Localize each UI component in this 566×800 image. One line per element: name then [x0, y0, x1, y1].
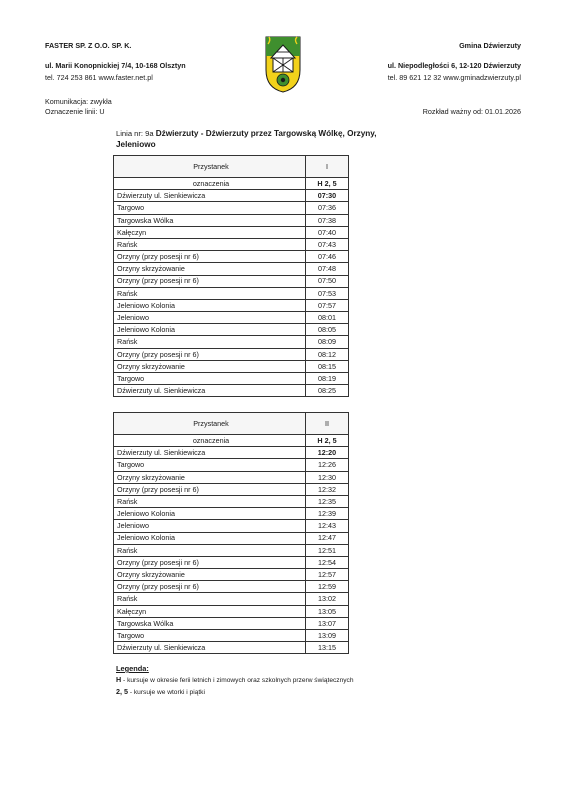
departure-time: 07:46 [306, 251, 349, 263]
stop-name: Rańsk [114, 495, 306, 507]
marks-value: H 2, 5 [306, 435, 349, 447]
table-row [114, 348, 349, 360]
table-row [114, 605, 349, 617]
departure-time: 07:43 [306, 238, 349, 250]
stop-name: Dźwierzuty ul. Sienkiewicza [114, 385, 306, 397]
line-title: Dźwierzuty - Dźwierzuty przez Targowską Wólkę, Orzyny, Jeleniowo [116, 129, 377, 149]
departure-time: 08:09 [306, 336, 349, 348]
stop-name: Orzyny (przy posesji nr 6) [114, 581, 306, 593]
table-row [114, 471, 349, 483]
operator-info [45, 42, 265, 82]
departure-time: 12:57 [306, 569, 349, 581]
legend-text: - kursuje w okresie ferii letnich i zimowych oraz szkolnych przerw świątecznych [121, 677, 354, 684]
header-course: II [306, 413, 349, 435]
table-row [114, 251, 349, 263]
departure-time: 08:01 [306, 312, 349, 324]
table-row [114, 299, 349, 311]
table-row [114, 569, 349, 581]
stop-name: Orzyny skrzyżowanie [114, 569, 306, 581]
marks-row [114, 178, 349, 190]
stop-name: Rańsk [114, 238, 306, 250]
stop-name: Orzyny (przy posesji nr 6) [114, 251, 306, 263]
table-row [114, 238, 349, 250]
timetable-course-1 [113, 155, 349, 397]
line-heading [116, 128, 416, 150]
line-number: Linia nr: 9a [116, 129, 154, 138]
departure-time: 13:07 [306, 617, 349, 629]
stop-name: Jeleniowo [114, 520, 306, 532]
departure-time: 07:36 [306, 202, 349, 214]
stop-name: Kałęczyn [114, 605, 306, 617]
legend [116, 663, 354, 698]
table-row [114, 642, 349, 654]
table-row [114, 593, 349, 605]
stop-name: Dźwierzuty ul. Sienkiewicza [114, 447, 306, 459]
table-row [114, 214, 349, 226]
stop-name: Orzyny (przy posesji nr 6) [114, 556, 306, 568]
stop-name: Rańsk [114, 287, 306, 299]
header-course: I [306, 156, 349, 178]
departure-time: 13:05 [306, 605, 349, 617]
header-stop: Przystanek [114, 413, 306, 435]
stop-name: Dźwierzuty ul. Sienkiewicza [114, 190, 306, 202]
valid-from: Rozkład ważny od: 01.01.2026 [422, 107, 521, 116]
departure-time: 07:48 [306, 263, 349, 275]
header-stop: Przystanek [114, 156, 306, 178]
stop-name: Orzyny (przy posesji nr 6) [114, 275, 306, 287]
table-row [114, 544, 349, 556]
departure-time: 12:20 [306, 447, 349, 459]
departure-time: 08:25 [306, 385, 349, 397]
stop-name: Kałęczyn [114, 226, 306, 238]
timetable-course-2 [113, 412, 349, 654]
marks-label: oznaczenia [114, 435, 306, 447]
stop-name: Orzyny skrzyżowanie [114, 471, 306, 483]
departure-time: 13:15 [306, 642, 349, 654]
stop-name: Orzyny skrzyżowanie [114, 263, 306, 275]
table-row [114, 495, 349, 507]
departure-time: 12:51 [306, 544, 349, 556]
operator-address: ul. Marii Konopnickiej 7/4, 10-168 Olsztyn [45, 61, 186, 71]
stop-name: Jeleniowo Kolonia [114, 324, 306, 336]
departure-time: 12:59 [306, 581, 349, 593]
departure-time: 12:43 [306, 520, 349, 532]
table-row [114, 385, 349, 397]
table-row [114, 312, 349, 324]
legend-title: Legenda: [116, 664, 149, 673]
marks-row [114, 435, 349, 447]
table-row [114, 532, 349, 544]
table-row [114, 202, 349, 214]
stop-name: Targowo [114, 373, 306, 385]
stop-name: Orzyny (przy posesji nr 6) [114, 483, 306, 495]
departure-time: 07:57 [306, 299, 349, 311]
table-row [114, 336, 349, 348]
departure-time: 12:30 [306, 471, 349, 483]
table-row [114, 360, 349, 372]
stop-name: Jeleniowo Kolonia [114, 299, 306, 311]
table-row [114, 630, 349, 642]
municipality-info [301, 42, 521, 82]
stop-name: Targowo [114, 202, 306, 214]
table-row [114, 459, 349, 471]
stop-name: Rańsk [114, 593, 306, 605]
stop-name: Targowo [114, 630, 306, 642]
table-row [114, 520, 349, 532]
communication-type: Komunikacja: zwykła [45, 97, 112, 106]
table-row [114, 275, 349, 287]
departure-time: 07:38 [306, 214, 349, 226]
departure-time: 12:54 [306, 556, 349, 568]
municipality-name: Gmina Dźwierzuty [459, 41, 521, 50]
coat-of-arms-icon [264, 34, 302, 94]
table-header-row [114, 413, 349, 435]
operator-name: FASTER SP. Z O.O. SP. K. [45, 41, 132, 50]
stop-name: Orzyny (przy posesji nr 6) [114, 348, 306, 360]
departure-time: 07:30 [306, 190, 349, 202]
departure-time: 12:47 [306, 532, 349, 544]
table-row [114, 287, 349, 299]
departure-time: 12:39 [306, 508, 349, 520]
table-row [114, 263, 349, 275]
stop-name: Targowo [114, 459, 306, 471]
line-meta [45, 97, 112, 117]
departure-time: 12:26 [306, 459, 349, 471]
departure-time: 08:19 [306, 373, 349, 385]
departure-time: 12:35 [306, 495, 349, 507]
departure-time: 08:12 [306, 348, 349, 360]
departure-time: 08:05 [306, 324, 349, 336]
table-row [114, 324, 349, 336]
table-row [114, 581, 349, 593]
marks-value: H 2, 5 [306, 178, 349, 190]
municipality-contact: tel. 89 621 12 32 www.gminadzwierzuty.pl [387, 73, 521, 83]
table-row [114, 508, 349, 520]
table-row [114, 373, 349, 385]
stop-name: Jeleniowo Kolonia [114, 532, 306, 544]
stop-name: Jeleniowo [114, 312, 306, 324]
stop-name: Rańsk [114, 336, 306, 348]
table-row [114, 226, 349, 238]
legend-code: H [116, 675, 122, 684]
stop-name: Dźwierzuty ul. Sienkiewicza [114, 642, 306, 654]
stop-name: Jeleniowo Kolonia [114, 508, 306, 520]
table-row [114, 556, 349, 568]
legend-code: 2, 5 [116, 687, 128, 696]
departure-time: 08:15 [306, 360, 349, 372]
departure-time: 13:09 [306, 630, 349, 642]
table-row [114, 483, 349, 495]
table-row [114, 190, 349, 202]
legend-item [116, 686, 354, 698]
stop-name: Rańsk [114, 544, 306, 556]
marks-label: oznaczenia [114, 178, 306, 190]
municipality-address: ul. Niepodległości 6, 12-120 Dźwierzuty [387, 61, 521, 71]
legend-text: - kursuje we wtorki i piątki [128, 689, 205, 696]
departure-time: 07:40 [306, 226, 349, 238]
departure-time: 07:53 [306, 287, 349, 299]
table-row [114, 617, 349, 629]
legend-item [116, 674, 354, 686]
departure-time: 07:50 [306, 275, 349, 287]
line-marking: Oznaczenie linii: U [45, 107, 105, 116]
departure-time: 13:02 [306, 593, 349, 605]
table-header-row [114, 156, 349, 178]
stop-name: Orzyny skrzyżowanie [114, 360, 306, 372]
departure-time: 12:32 [306, 483, 349, 495]
table-row [114, 447, 349, 459]
operator-contact: tel. 724 253 861 www.faster.net.pl [45, 73, 153, 83]
stop-name: Targowska Wólka [114, 617, 306, 629]
stop-name: Targowska Wólka [114, 214, 306, 226]
